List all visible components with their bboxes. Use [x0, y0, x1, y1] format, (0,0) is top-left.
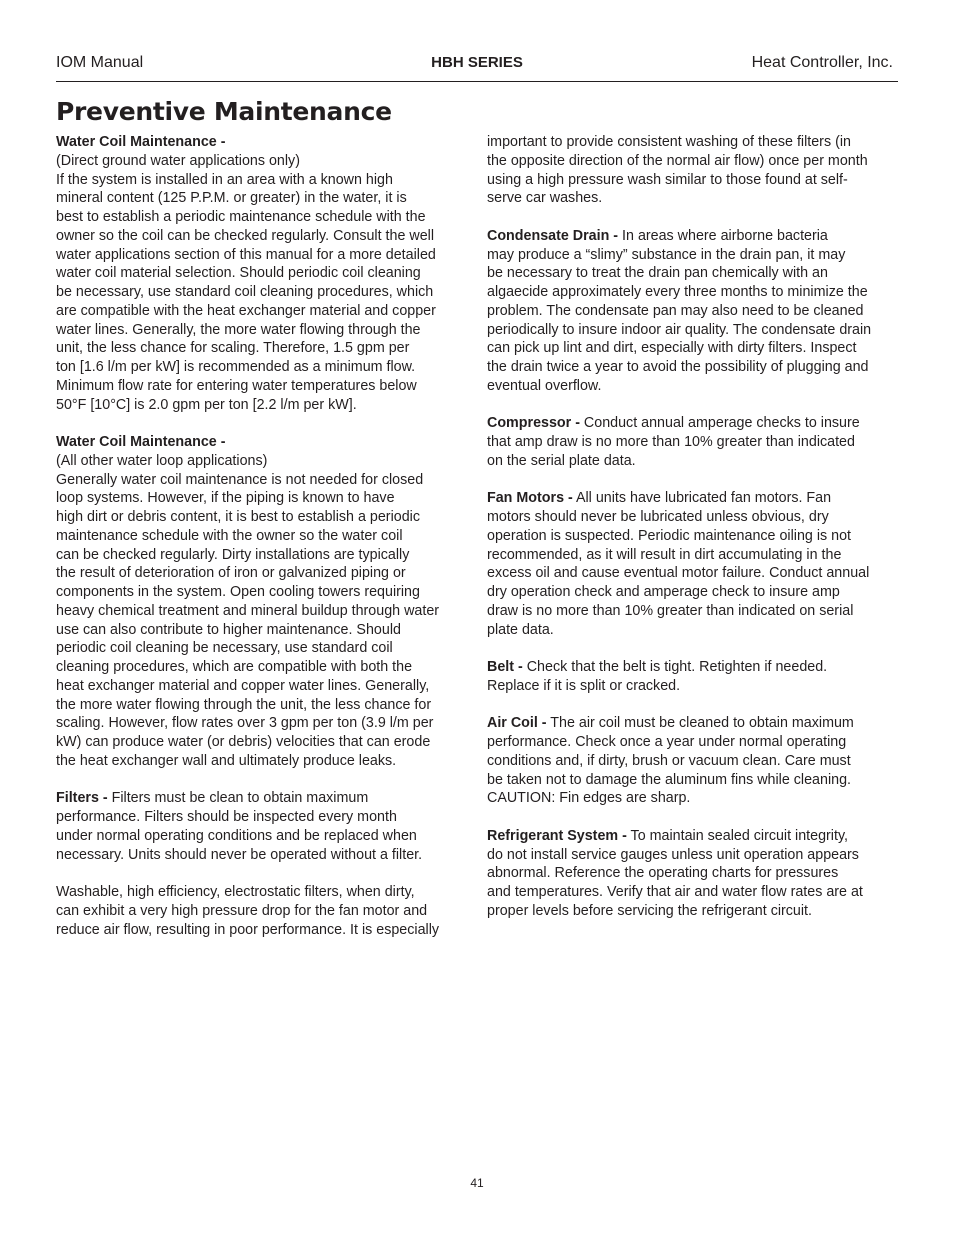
text-line: excess oil and cause eventual motor failure. Conduct annual	[487, 565, 870, 582]
text-line: reduce air flow, resulting in poor performance. It is especially	[56, 921, 440, 938]
text-line: the more water flowing through the unit, the less chance for	[56, 696, 432, 713]
text-line: be necessary to treat the drain pan chemically with an	[487, 265, 828, 282]
text-line: abnormal. Reference the operating charts for pressures	[487, 865, 839, 882]
text-line: proper levels before servicing the refrigerant circuit.	[487, 902, 813, 919]
text-line: Replace if it is split or cracked.	[487, 677, 681, 694]
text-line: the drain twice a year to avoid the possibility of plugging and	[487, 359, 869, 375]
air-coil-label: Air Coil -	[487, 715, 547, 732]
washable-filters-continued	[487, 133, 901, 208]
text-line: loop systems. However, if the piping is known to have	[56, 490, 395, 507]
text-line: ton [1.6 l/m per kW] is recommended as a minimum flow.	[56, 359, 416, 375]
air-coil-first-line: The air coil must be cleaned to obtain maximum	[546, 715, 854, 732]
filters-section	[56, 789, 470, 864]
right-column	[487, 133, 901, 939]
text-line	[487, 658, 901, 677]
text-line: dry operation check and amperage check to insure amp	[487, 584, 840, 600]
text-line: high dirt or debris content, it is best to establish a periodic	[56, 509, 420, 525]
text-line	[487, 714, 901, 733]
text-line: the heat exchanger wall and ultimately produce leaks.	[56, 752, 397, 769]
header-company-name: Heat Controller, Inc.	[751, 54, 893, 71]
air-coil-section	[487, 714, 901, 808]
text-line: Washable, high efficiency, electrostatic filters, when dirty,	[56, 884, 415, 900]
text-line: use can also contribute to higher maintenance. Should	[56, 621, 401, 638]
text-line: water lines. Generally, the more water flowing through the	[56, 321, 421, 338]
belt-section	[487, 658, 901, 696]
washable-filters-section	[56, 883, 470, 939]
text-line: heat exchanger material and copper water lines. Generally,	[56, 677, 430, 694]
text-line: do not install service gauges unless unit operation appears	[487, 846, 859, 863]
water-coil-direct-section	[56, 133, 470, 414]
text-line: kW) can produce water (or debris) velocities that can erode	[56, 734, 431, 750]
text-line	[487, 414, 901, 433]
text-line: algaecide approximately every three months to minimize the	[487, 284, 868, 300]
condensate-drain-label: Condensate Drain -	[487, 227, 619, 244]
text-line: can pick up lint and dirt, especially with dirty filters. Inspect	[487, 340, 857, 357]
water-coil-direct-heading: Water Coil Maintenance -	[56, 134, 226, 150]
text-line: be necessary, use standard coil cleaning procedures, which	[56, 284, 434, 300]
text-line: best to establish a periodic maintenance schedule with the	[56, 209, 426, 225]
text-line: water applications section of this manual for a more detailed	[56, 246, 436, 263]
text-line: be taken not to damage the aluminum fins while cleaning.	[487, 771, 851, 788]
text-line: the opposite direction of the normal air flow) once per month	[487, 152, 868, 169]
header-divider	[56, 81, 898, 82]
refrigerant-system-label: Refrigerant System -	[487, 827, 627, 844]
compressor-section	[487, 414, 901, 470]
text-line: and temperatures. Verify that air and water flow rates are at	[487, 884, 863, 900]
text-line: important to provide consistent washing of these filters (in	[487, 134, 851, 150]
text-line: Minimum flow rate for entering water temperatures below	[56, 377, 417, 394]
text-line	[487, 827, 901, 846]
text-line: cleaning procedures, which are compatible with both the	[56, 659, 413, 675]
condensate-drain-section	[487, 227, 901, 396]
text-line: that amp draw is no more than 10% greater than indicated	[487, 434, 855, 450]
text-line: (Direct ground water applications only)	[56, 152, 300, 169]
text-line: conditions and, if dirty, brush or vacuum clean. Care must	[487, 752, 851, 769]
text-line	[487, 227, 901, 246]
belt-label: Belt -	[487, 659, 523, 675]
header-series-name: HBH SERIES	[431, 54, 523, 71]
left-column	[56, 133, 470, 958]
text-line	[56, 789, 470, 808]
text-line: the result of deterioration of iron or galvanized piping or	[56, 565, 406, 582]
text-line: owner so the coil can be checked regularly. Consult the well	[56, 227, 435, 244]
refrigerant-first-line: To maintain sealed circuit integrity,	[626, 827, 849, 844]
text-line: necessary. Units should never be operated without a filter.	[56, 846, 423, 863]
text-line: periodic coil cleaning be necessary, use standard coil	[56, 640, 393, 657]
text-line: performance. Filters should be inspected every month	[56, 809, 397, 825]
text-line: components in the system. Open cooling towers requiring	[56, 584, 420, 600]
compressor-label: Compressor -	[487, 415, 580, 432]
text-line: Generally water coil maintenance is not needed for closed	[56, 471, 424, 488]
text-line: (All other water loop applications)	[56, 452, 268, 469]
fan-motors-label: Fan Motors -	[487, 490, 573, 507]
condensate-first-line: In areas where airborne bacteria	[618, 227, 828, 244]
fan-motors-section	[487, 489, 901, 639]
text-line: water coil material selection. Should periodic coil cleaning	[56, 265, 421, 282]
text-line: problem. The condensate pan may also need to be cleaned	[487, 302, 864, 319]
text-line: heavy chemical treatment and mineral buildup through water	[56, 602, 440, 619]
belt-first-line: Check that the belt is tight. Retighten if needed.	[522, 659, 828, 675]
text-line: can exhibit a very high pressure drop for the fan motor and	[56, 902, 428, 919]
water-coil-other-heading: Water Coil Maintenance -	[56, 434, 226, 450]
fan-motors-first-line: All units have lubricated fan motors. Fan	[572, 490, 832, 507]
text-line: 50°F [10°C] is 2.0 gpm per ton [2.2 l/m per kW].	[56, 396, 357, 413]
text-line: on the serial plate data.	[487, 452, 636, 469]
text-line: serve car washes.	[487, 190, 603, 207]
text-line: using a high pressure wash similar to those found at self-	[487, 171, 848, 188]
header-document-name: IOM Manual	[56, 54, 144, 71]
refrigerant-system-section	[487, 827, 901, 921]
text-line: scaling. However, flow rates over 3 gpm per ton (3.9 l/m per	[56, 715, 434, 732]
text-line: eventual overflow.	[487, 377, 602, 394]
filters-label: Filters -	[56, 790, 108, 807]
page-title: Preventive Maintenance	[56, 97, 392, 126]
text-line: draw is no more than 10% greater than indicated on serial	[487, 602, 854, 619]
water-coil-other-section	[56, 433, 470, 771]
text-line: maintenance schedule with the owner so the water coil	[56, 527, 403, 544]
text-line: can be checked regularly. Dirty installations are typically	[56, 546, 410, 563]
text-line: under normal operating conditions and be replaced when	[56, 827, 417, 844]
text-line: performance. Check once a year under normal operating	[487, 734, 847, 750]
text-line: plate data.	[487, 621, 554, 638]
text-line: mineral content (125 P.P.M. or greater) in the water, it is	[56, 190, 407, 207]
text-line: operation is suspected. Periodic maintenance oiling is not	[487, 527, 851, 544]
text-line: CAUTION: Fin edges are sharp.	[487, 790, 691, 807]
text-line: recommended, as it will result in dirt accumulating in the	[487, 546, 842, 563]
compressor-first-line: Conduct annual amperage checks to insure	[579, 415, 860, 432]
text-line: may produce a “slimy” substance in the drain pan, it may	[487, 246, 846, 263]
text-line: If the system is installed in an area with a known high	[56, 171, 393, 188]
text-line: unit, the less chance for scaling. Therefore, 1.5 gpm per	[56, 340, 410, 357]
filters-first-line: Filters must be clean to obtain maximum	[107, 790, 369, 807]
page-number: 41	[470, 1176, 484, 1190]
text-line: motors should never be lubricated unless obvious, dry	[487, 509, 829, 525]
text-line: periodically to insure indoor air quality. The condensate drain	[487, 321, 872, 338]
text-line: are compatible with the heat exchanger material and copper	[56, 302, 436, 319]
text-line	[487, 489, 901, 508]
